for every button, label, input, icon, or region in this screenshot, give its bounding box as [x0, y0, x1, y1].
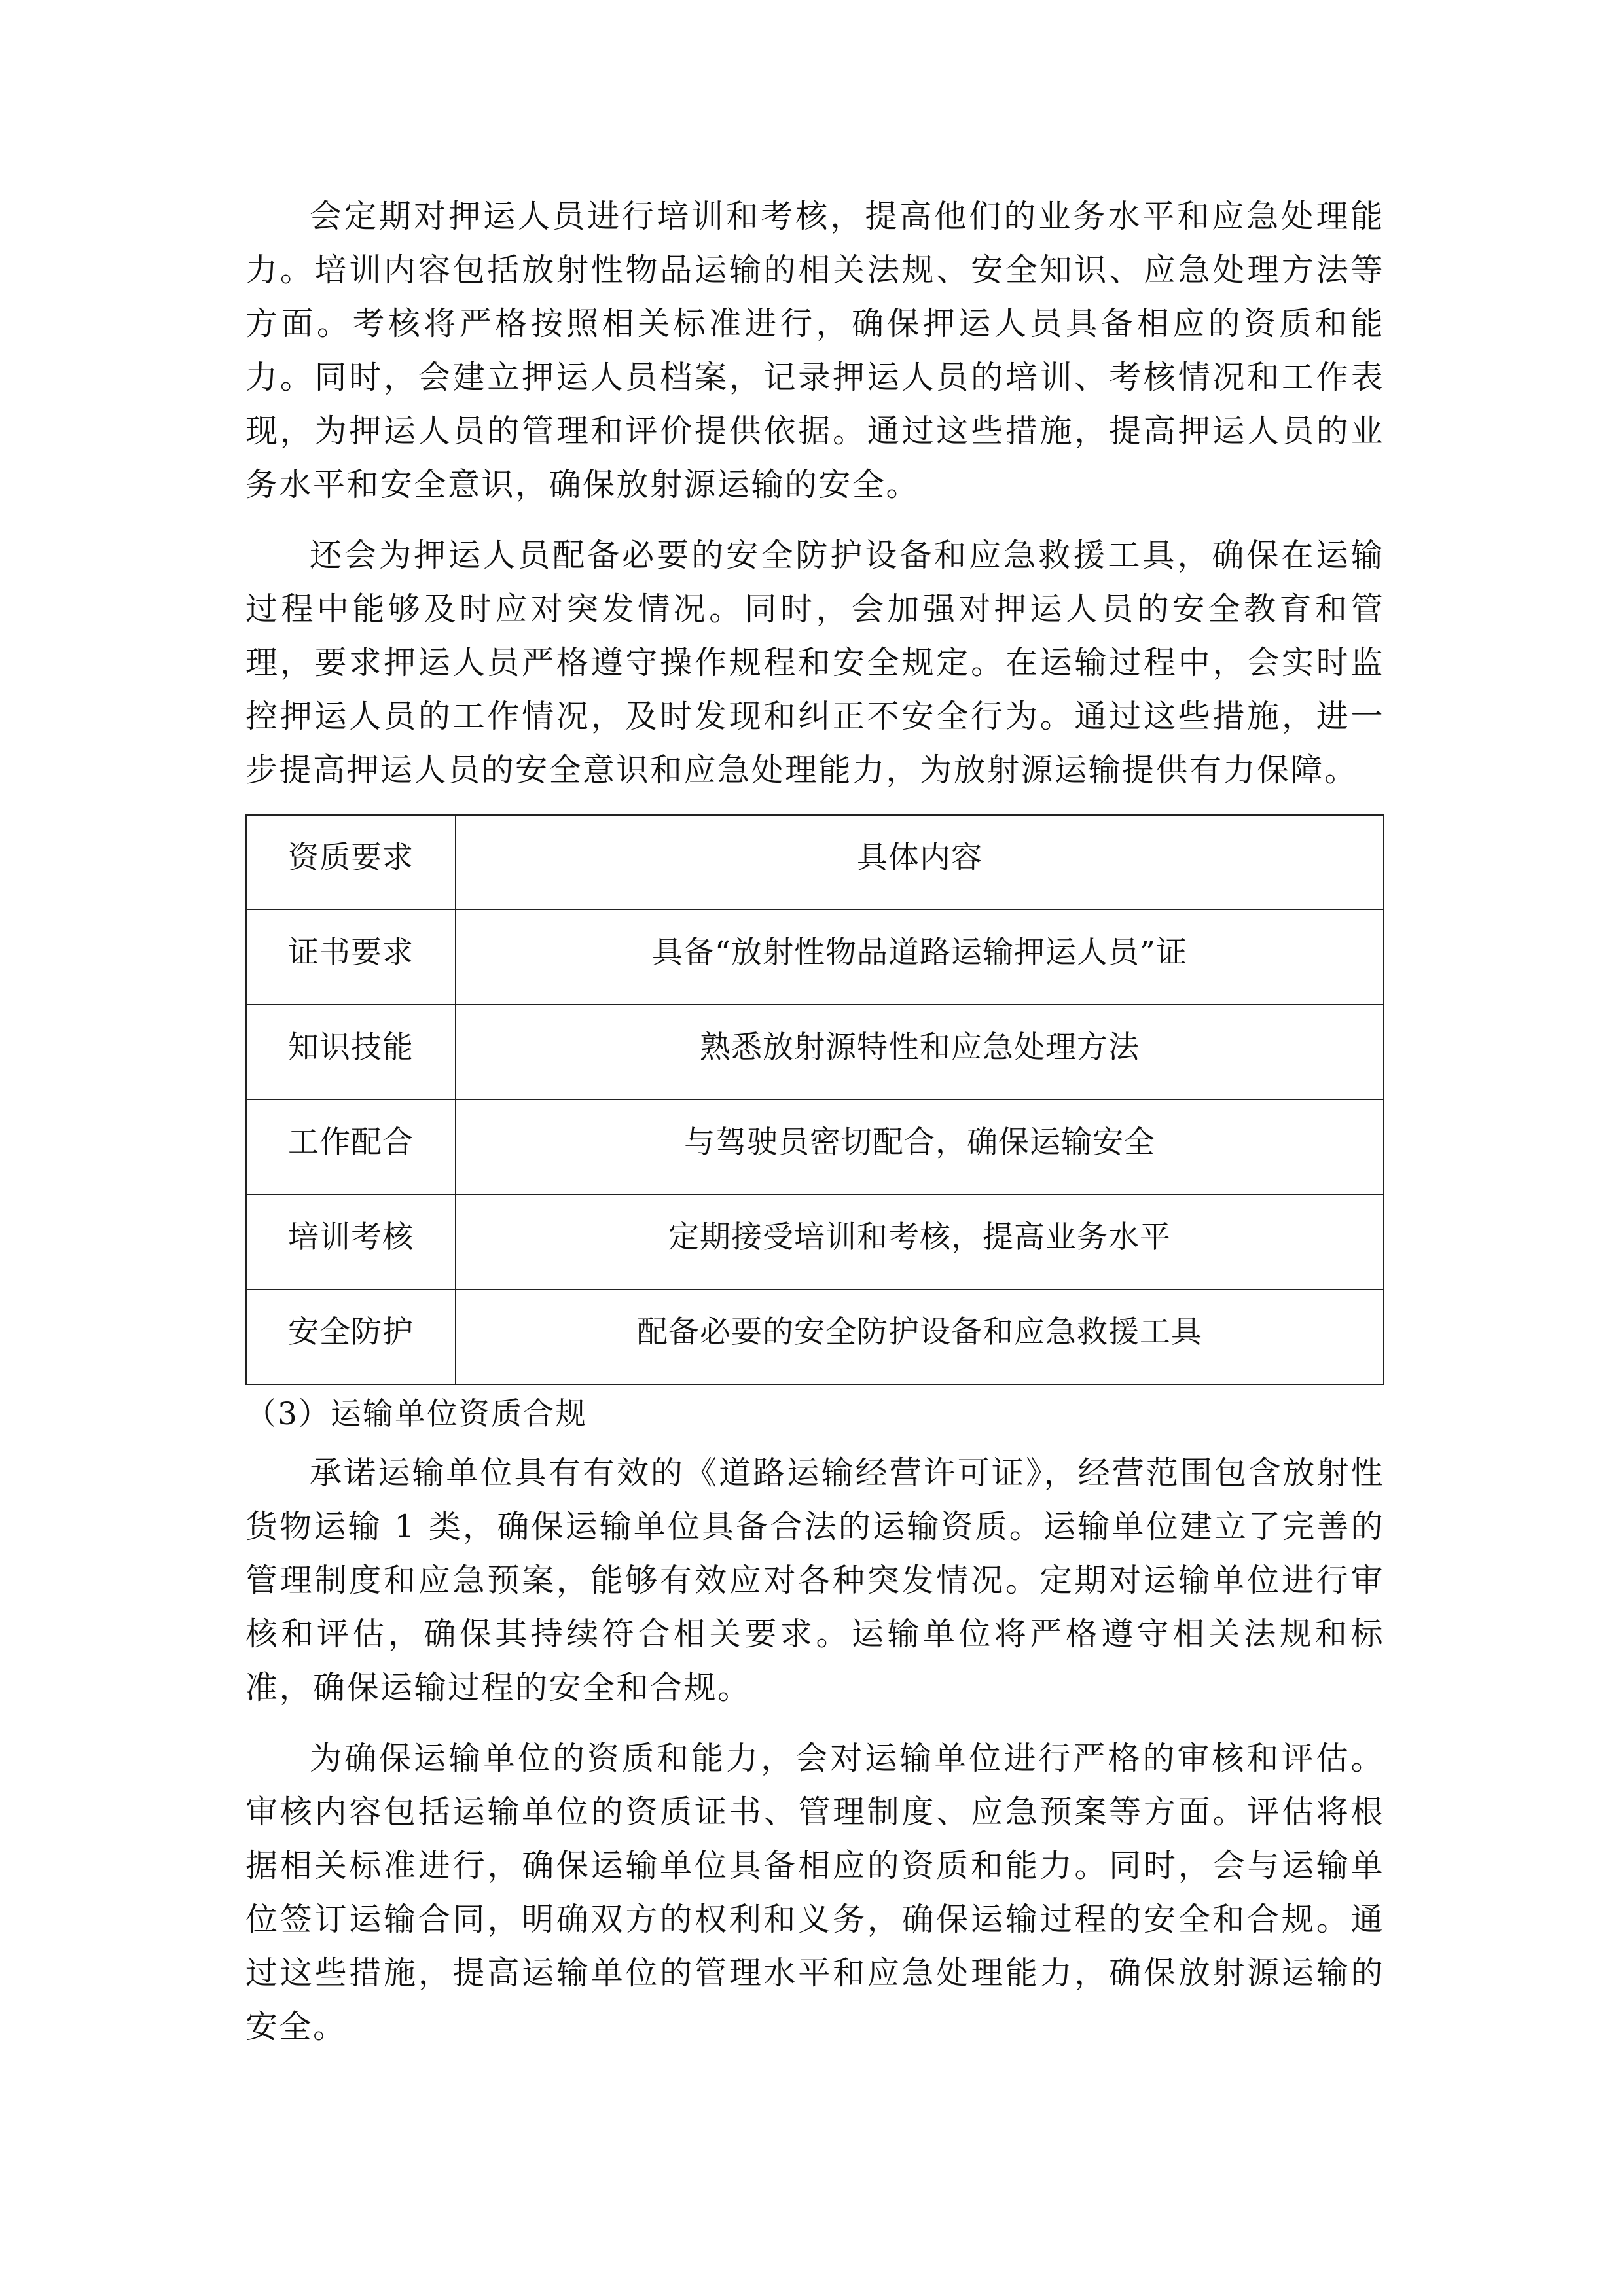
table-header-cell: 资质要求: [246, 815, 456, 910]
section-heading: （3）运输单位资质合规: [245, 1396, 587, 1432]
table-row: [246, 910, 1384, 1005]
paragraph-carrier-review: 为确保运输单位的资质和能力，会对运输单位进行严格的审核和评估。审核内容包括运输单位的资质证书、管理制度、应急预案等方面。评估将根据相关标准进行，确保运输单位具备相应的资质和能力。同时，会与运输单位签订运输合同，明确双方的权利和义务，确保运输过程的安全和合规。通过这些措施，提高运输单位的管理水平和应急处理能力，确保放射源运输的安全。: [245, 1740, 1384, 2045]
table-row: [246, 1100, 1384, 1194]
paragraph-carrier-license: 承诺运输单位具有有效的《道路运输经营许可证》，经营范围包含放射性货物运输 1 类，确保运输单位具备合法的运输资质。运输单位建立了完善的管理制度和应急预案，能够有效应对各种突发情况。定期对运输单位进行审核和评估，确保其持续符合相关要求。运输单位将严格遵守相关法规和标准，确保运输过程的安全和合规。: [245, 1454, 1384, 1706]
table-header-cell: 具体内容: [456, 815, 1384, 910]
table-cell-requirement: 培训考核: [246, 1194, 456, 1289]
table-row: [246, 1194, 1384, 1289]
table-cell-content: 配备必要的安全防护设备和应急救援工具: [456, 1289, 1384, 1384]
paragraph-escort-training: 会定期对押运人员进行培训和考核，提高他们的业务水平和应急处理能力。培训内容包括放射性物品运输的相关法规、安全知识、应急处理方法等方面。考核将严格按照相关标准进行，确保押运人员具备相应的资质和能力。同时，会建立押运人员档案，记录押运人员的培训、考核情况和工作表现，为押运人员的管理和评价提供依据。通过这些措施，提高押运人员的业务水平和安全意识，确保放射源运输的安全。: [245, 198, 1384, 503]
qualification-table: [245, 814, 1384, 1385]
table-cell-content: 与驾驶员密切配合，确保运输安全: [456, 1100, 1384, 1194]
table-cell-requirement: 证书要求: [246, 910, 456, 1005]
document-body: [245, 190, 1384, 2071]
paragraph-escort-equipment: 还会为押运人员配备必要的安全防护设备和应急救援工具，确保在运输过程中能够及时应对突发情况。同时，会加强对押运人员的安全教育和管理，要求押运人员严格遵守操作规程和安全规定。在运输过程中，会实时监控押运人员的工作情况，及时发现和纠正不安全行为。通过这些措施，进一步提高押运人员的安全意识和应急处理能力，为放射源运输提供有力保障。: [245, 537, 1384, 789]
table-row: [246, 1005, 1384, 1100]
table-cell-requirement: 知识技能: [246, 1005, 456, 1100]
table-row: [246, 1289, 1384, 1384]
table-cell-requirement: 工作配合: [246, 1100, 456, 1194]
table-cell-content: 具备“放射性物品道路运输押运人员”证: [456, 910, 1384, 1005]
table-header-row: [246, 815, 1384, 910]
table-cell-content: 定期接受培训和考核，提高业务水平: [456, 1194, 1384, 1289]
table-cell-requirement: 安全防护: [246, 1289, 456, 1384]
table-cell-content: 熟悉放射源特性和应急处理方法: [456, 1005, 1384, 1100]
